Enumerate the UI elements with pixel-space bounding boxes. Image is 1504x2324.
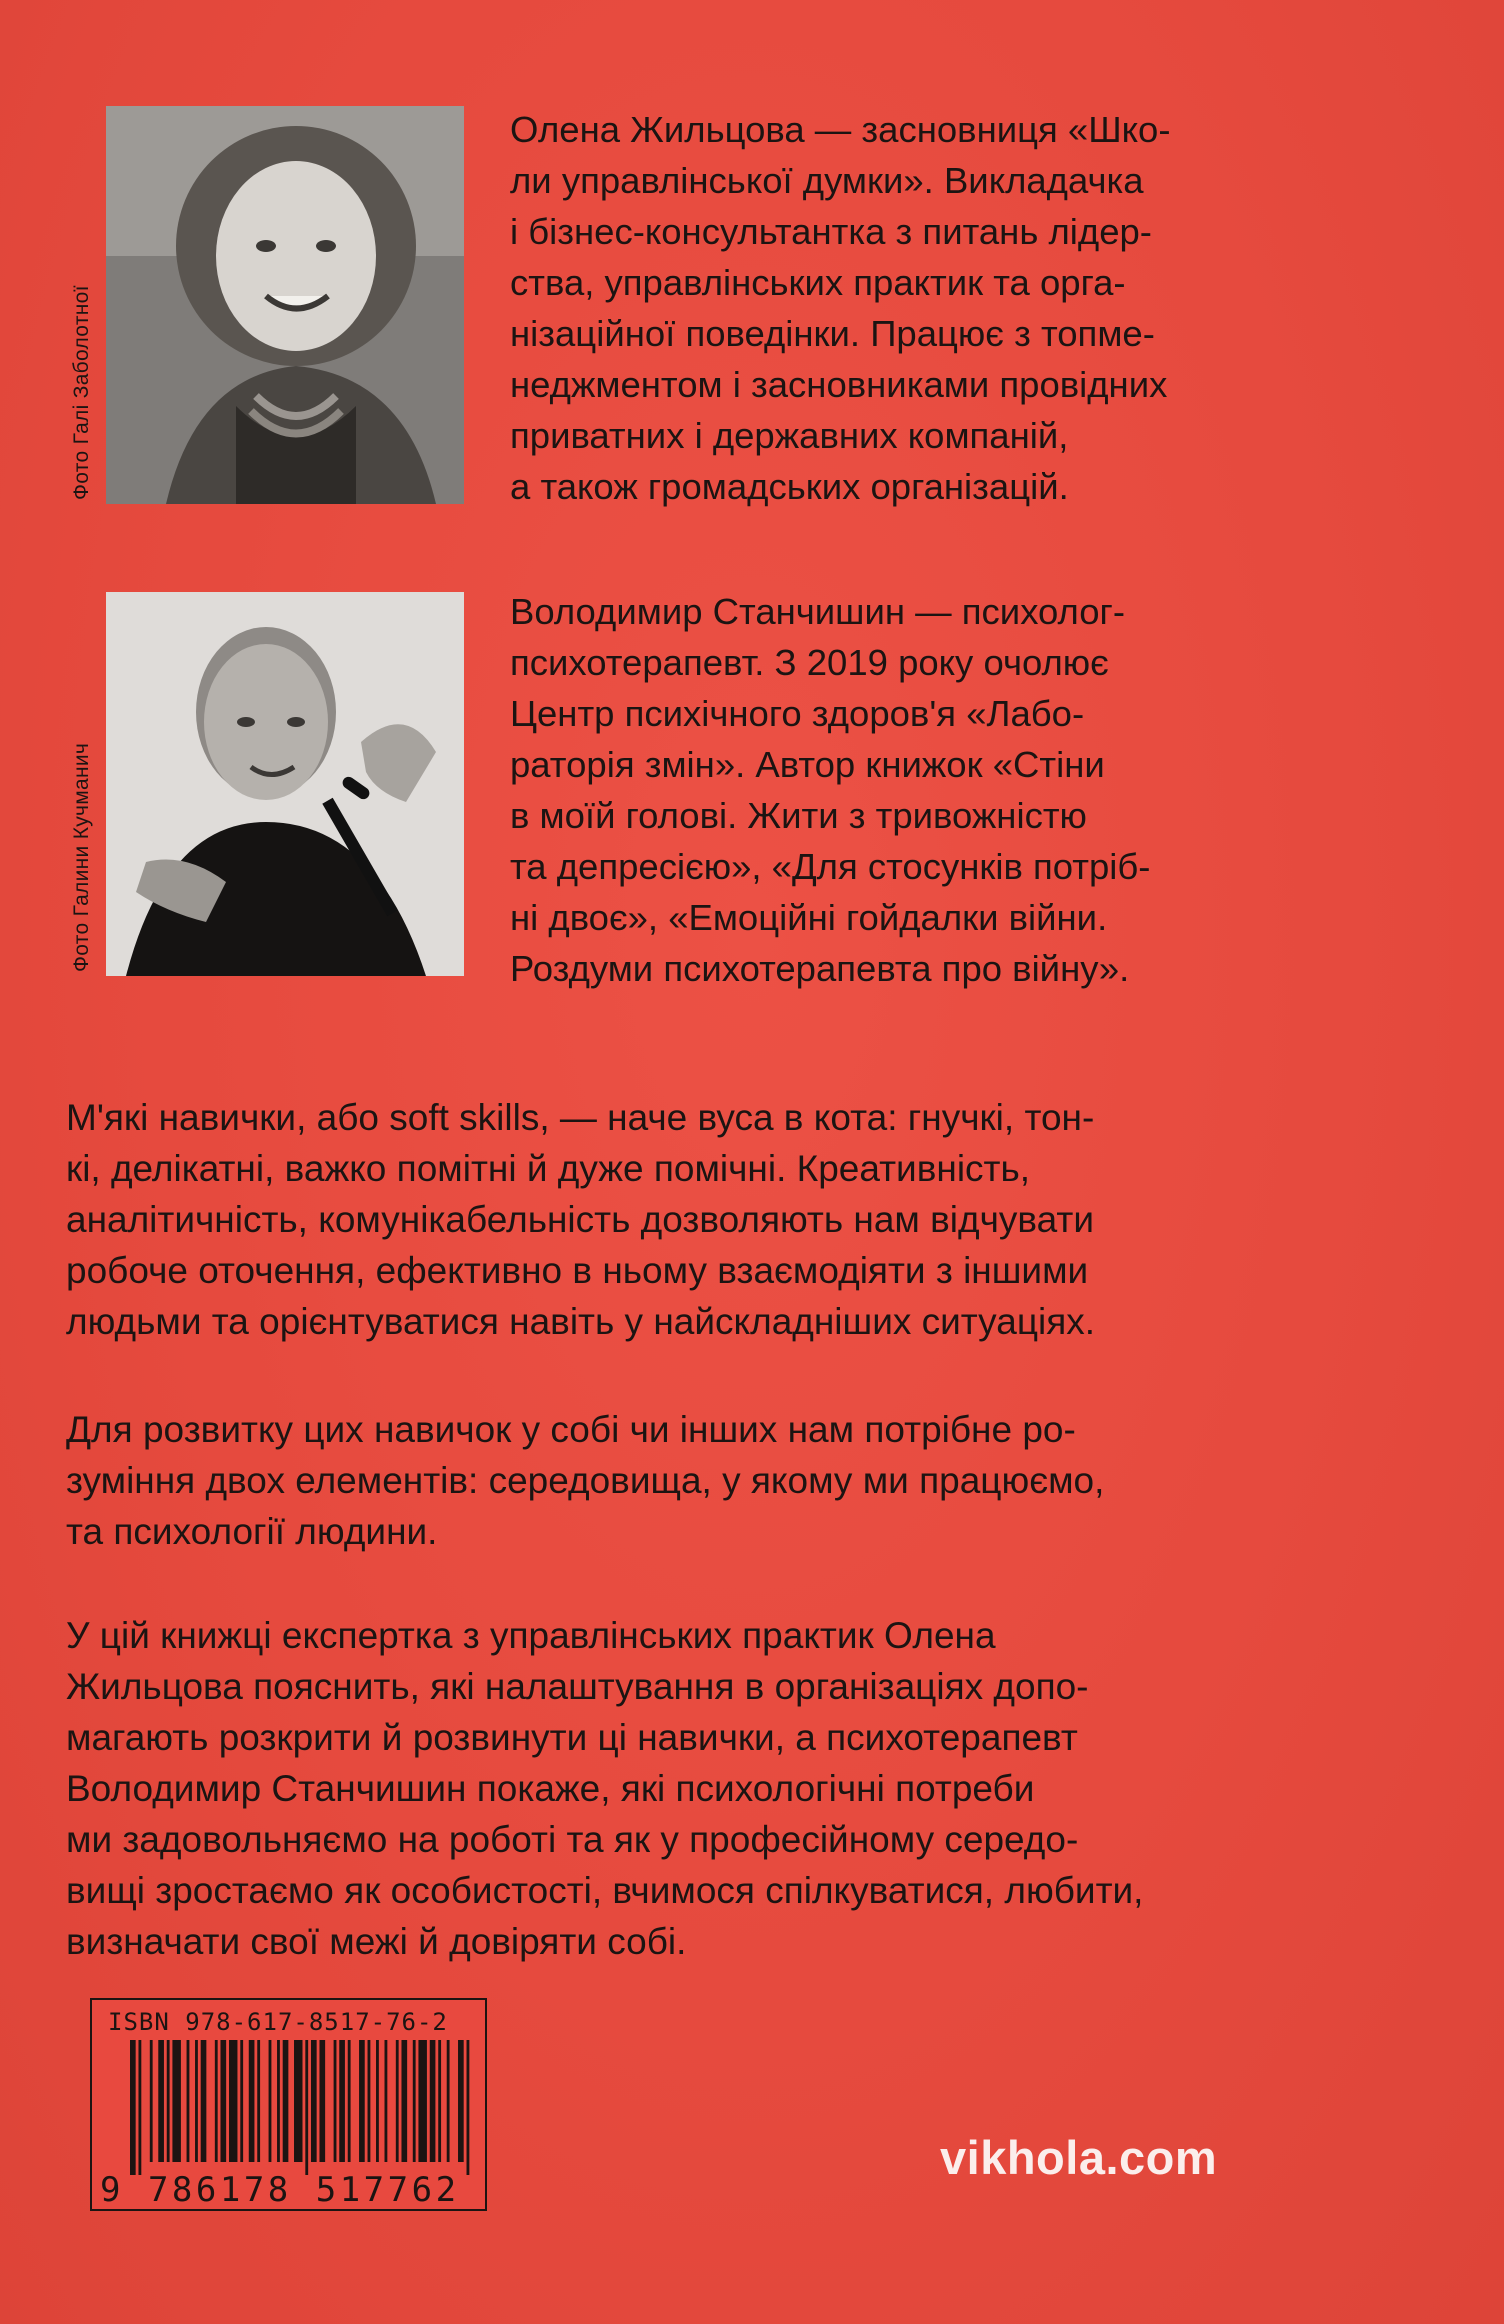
barcode-bar	[187, 2040, 190, 2162]
barcode-bars	[130, 2040, 475, 2175]
text-line: Для розвитку цих навичок у собі чи інших нам потрібне ро-	[66, 1409, 1076, 1450]
barcode-bar	[430, 2040, 436, 2162]
photo-credit-zhyltsova: Фото Галі Заболотної	[70, 285, 93, 500]
barcode-bar	[215, 2040, 218, 2162]
bio-line: ні двоє», «Емоційні гойдалки війни.	[510, 897, 1108, 938]
barcode-bar	[319, 2040, 325, 2162]
barcode-bar	[385, 2040, 388, 2162]
barcode-bar	[396, 2040, 399, 2162]
barcode-bar	[413, 2040, 416, 2162]
bio-line: Володимир Станчишин — психолог-	[510, 591, 1126, 632]
text-line: людьми та орієнтуватися навіть у найскладніших ситуаціях.	[66, 1301, 1096, 1342]
barcode-digits: 9 786178 517762	[100, 2170, 460, 2210]
barcode-bar	[257, 2040, 260, 2162]
bio-line: неджментом і засновниками провідних	[510, 364, 1168, 405]
bio-line: і бізнес-консультантка з питань лідер-	[510, 211, 1152, 252]
barcode-bar	[138, 2040, 141, 2175]
barcode-bar	[277, 2040, 280, 2162]
author-photo-stanchyshyn	[106, 592, 464, 976]
barcode-bar	[249, 2040, 255, 2162]
description-paragraph-1	[66, 1092, 1095, 1347]
barcode-bar	[130, 2040, 136, 2175]
bio-line: приватних і державних компаній,	[510, 415, 1069, 456]
text-line: кі, делікатні, важко помітні й дуже помічні. Креативність,	[66, 1148, 1031, 1189]
barcode-bar	[167, 2040, 170, 2162]
text-line: робоче оточення, ефективно в ньому взаємодіяти з іншими	[66, 1250, 1089, 1291]
barcode-bar	[269, 2040, 272, 2162]
barcode-bar	[172, 2040, 180, 2162]
bio-line: Олена Жильцова — засновниця «Шко-	[510, 109, 1171, 150]
description-paragraph-3	[66, 1610, 1143, 1967]
barcode-bar	[311, 2040, 317, 2162]
author-bio-zhyltsova	[510, 104, 1171, 512]
text-line: вищі зростаємо як особистості, вчимося спілкуватися, любити,	[66, 1870, 1144, 1911]
barcode-bar	[158, 2040, 164, 2162]
barcode-bar	[229, 2040, 237, 2162]
author-photo-zhyltsova	[106, 106, 464, 504]
barcode-bar	[418, 2040, 426, 2162]
bio-line: ли управлінської думки». Викладачка	[510, 160, 1144, 201]
text-line: та психології людини.	[66, 1511, 438, 1552]
barcode-bar	[359, 2040, 365, 2162]
barcode-bar	[376, 2040, 379, 2162]
barcode-bar	[447, 2040, 450, 2162]
bio-line: та депресією», «Для стосунків потріб-	[510, 846, 1151, 887]
description-paragraph-2	[66, 1404, 1104, 1557]
barcode-bar	[348, 2040, 351, 2162]
text-line: аналітичність, комунікабельність дозволяють нам відчувати	[66, 1199, 1095, 1240]
publisher-website: vikhola.com	[940, 2131, 1218, 2184]
text-line: зуміння двох елементів: середовища, у якому ми працюємо,	[66, 1460, 1105, 1501]
barcode-bar	[438, 2040, 441, 2162]
text-line: ми задовольняємо на роботі та як у професійному середо-	[66, 1819, 1079, 1860]
barcode-bar	[458, 2040, 464, 2162]
text-line: У цій книжці експертка з управлінських практик Олена	[66, 1615, 996, 1656]
text-line: Володимир Станчишин покаже, які психологічні потреби	[66, 1768, 1035, 1809]
barcode-bar	[305, 2040, 308, 2175]
barcode-bar	[195, 2040, 198, 2162]
bio-line: ства, управлінських практик та орга-	[510, 262, 1126, 303]
text-line: М'які навички, або soft skills, — наче вуса в кота: гнучкі, тон-	[66, 1097, 1095, 1138]
isbn-barcode	[90, 1998, 487, 2211]
bio-line: раторія змін». Автор книжок «Стіни	[510, 744, 1105, 785]
barcode-bar	[201, 2040, 207, 2162]
barcode-bar	[334, 2040, 337, 2162]
bio-line: Роздуми психотерапевта про війну».	[510, 948, 1130, 989]
barcode-bar	[294, 2040, 302, 2162]
bio-line: нізаційної поведінки. Працює з топме-	[510, 313, 1155, 354]
bio-line: Центр психічного здоров'я «Лабо-	[510, 693, 1085, 734]
isbn-label: ISBN 978-617-8517-76-2	[108, 2008, 448, 2036]
author-bio-stanchyshyn	[510, 586, 1150, 994]
bio-line: психотерапевт. З 2019 року очолює	[510, 642, 1109, 683]
barcode-bar	[467, 2040, 470, 2175]
bio-line: а також громадських організацій.	[510, 466, 1069, 507]
photo-credit-stanchyshyn: Фото Галини Кучманич	[70, 742, 93, 972]
text-line: Жильцова пояснить, які налаштування в організаціях допо-	[66, 1666, 1089, 1707]
barcode-bar	[339, 2040, 345, 2162]
bio-line: в моїй голові. Жити з тривожністю	[510, 795, 1087, 836]
barcode-bar	[240, 2040, 243, 2162]
text-line: визначати свої межі й довіряти собі.	[66, 1921, 687, 1962]
barcode-bar	[368, 2040, 371, 2162]
barcode-bar	[401, 2040, 407, 2162]
text-line: магають розкрити й розвинути ці навички, а психотерапевт	[66, 1717, 1078, 1758]
barcode-bar	[220, 2040, 226, 2162]
barcode-bar	[283, 2040, 289, 2162]
barcode-bar	[150, 2040, 153, 2162]
